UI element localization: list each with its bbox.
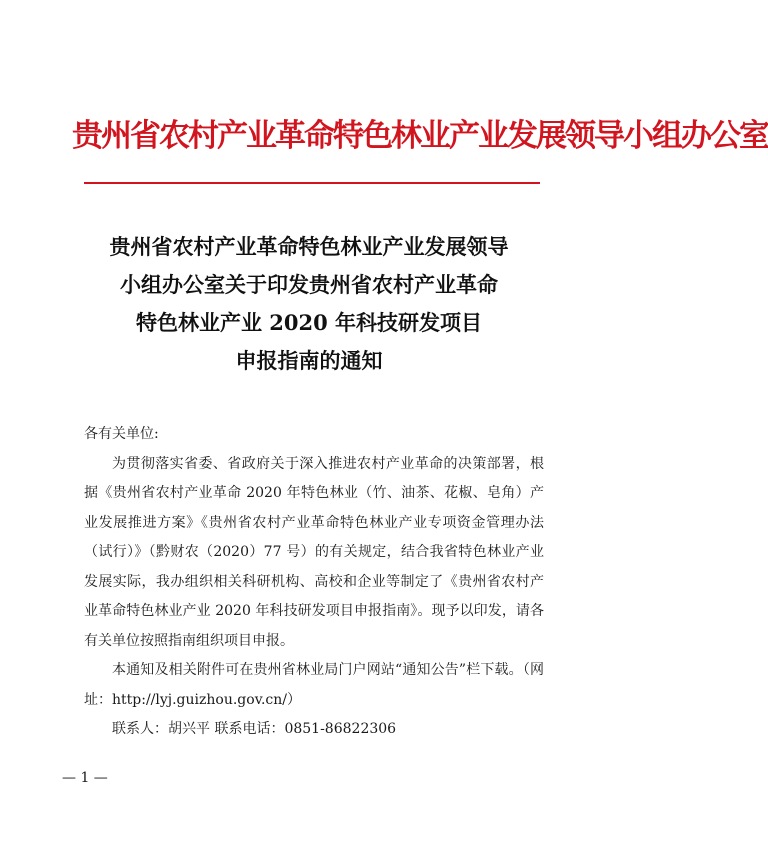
document-title: [60, 228, 558, 380]
title-line: 申报指南的通知: [235, 348, 383, 373]
body-paragraph: 为贯彻落实省委、省政府关于深入推进农村产业革命的决策部署，根据《贵州省农村产业革命 2020 年特色林业（竹、油茶、花椒、皂角）产业发展推进方案》《贵州省农村产业革命特色林业产业专项资金管理办法（试行）》（黔财农（2020）77 号）的有关规定，结合我省特色林业产业发展实际，我办组织相关科研机构、高校和企业等制定了《贵州省农村产业革命特色林业产业 2020 年科技研发项目申报指南》。现予以印发，请各有关单位按照指南组织项目申报。: [84, 455, 544, 649]
letterhead-red-rule: [84, 182, 540, 184]
salutation: 各有关单位:: [84, 426, 159, 442]
title-line: 小组办公室关于印发贵州省农村产业革命: [120, 272, 498, 297]
title-line: 贵州省农村产业革命特色林业产业发展领导: [109, 234, 509, 259]
title-line: 特色林业产业 2020 年科技研发项目: [135, 310, 483, 335]
contact-info: 联系人：胡兴平 联系电话：0851-86822306: [112, 721, 397, 737]
letterhead-org-name: 贵州省农村产业革命特色林业产业发展领导小组办公室: [72, 118, 768, 154]
document-body: [84, 420, 544, 745]
page-number: — 1 —: [62, 770, 108, 786]
body-paragraph: 本通知及相关附件可在贵州省林业局门户网站“通知公告”栏下载。（网址：http://lyj.guizhou.gov.cn/）: [84, 662, 544, 708]
